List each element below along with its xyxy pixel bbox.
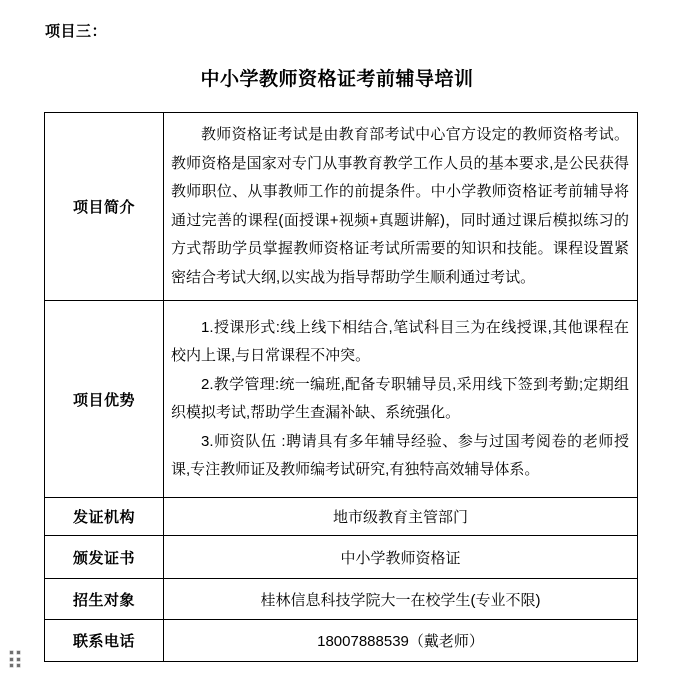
row-label-contact-phone: 联系电话 [45,620,164,662]
row-label-project-advantages: 项目优势 [45,301,164,498]
project-intro-paragraph: 教师资格证考试是由教育部考试中心官方设定的教师资格考试。教师资格是国家对专门从事教育教学工作人员的基本要求,是公民获得教师职位、从事教师工作的前提条件。中小学教师资格证考前辅导将通过完善的课程(面授课+视频+真题讲解)，同时通过课后模拟练习的方式帮助学员掌握教师资格证考试所需要的知识和技能。课程设置紧密结合考试大纲,以实战为指导帮助学生顺利通过考试。 [171,126,629,286]
row-label-enrollment-target: 招生对象 [45,579,164,620]
row-value-enrollment-target: 桂林信息科技学院大一在校学生(专业不限) [164,579,638,620]
table-row-certificate [45,536,638,579]
row-value-certificate: 中小学教师资格证 [164,536,638,579]
row-content-project-advantages [164,301,638,498]
row-content-project-intro [164,113,638,301]
table-row-project-intro [45,113,638,301]
advantage-item-3: 3.师资队伍 :聘请具有多年辅导经验、参与过国考阅卷的老师授课,专注教师证及教师编考试研究,有独特高效辅导体系。 [171,432,629,478]
table-row-contact-phone [45,620,638,662]
row-value-contact-phone: 18007888539（戴老师） [164,620,638,662]
row-label-certificate: 颁发证书 [45,536,164,579]
drag-dots-icon [10,651,20,667]
table-row-issuing-authority [45,498,638,536]
info-table [44,112,638,662]
page-title: 中小学教师资格证考前辅导培训 [200,69,474,90]
row-label-issuing-authority: 发证机构 [45,498,164,536]
advantage-item-2: 2.教学管理:统一编班,配备专职辅导员,采用线下签到考勤;定期组织模拟考试,帮助学生查漏补缺、系统强化。 [171,375,629,421]
project-label: 项目三： [45,23,108,40]
table-row-enrollment-target [45,579,638,620]
table-row-project-advantages [45,301,638,498]
row-value-issuing-authority: 地市级教育主管部门 [164,498,638,536]
advantage-item-1: 1.授课形式:线上线下相结合,笔试科目三为在线授课,其他课程在校内上课,与日常课程不冲突。 [171,318,629,364]
row-label-project-intro: 项目简介 [45,113,164,301]
